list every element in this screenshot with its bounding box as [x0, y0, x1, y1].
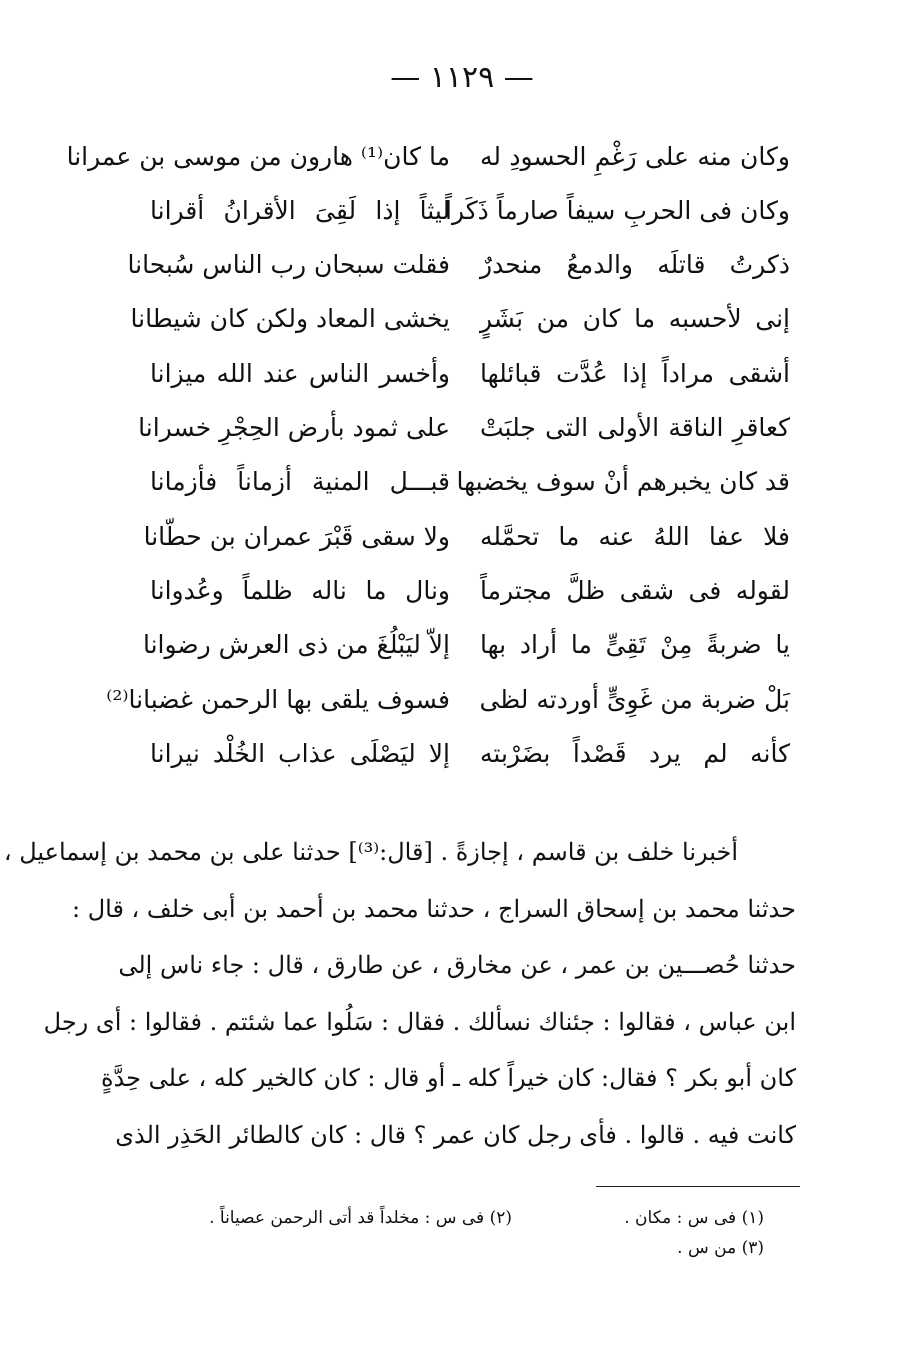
verse-second-hemistich: ليثاً إذا لَقِىَ الأقرانُ أقرانا [150, 195, 450, 225]
verse-line [127, 245, 790, 285]
verse-first-hemistich: ذكرتُ قاتلَه والدمعُ منحدرٌ [480, 250, 790, 280]
verse-line [66, 136, 790, 176]
verse-second-hemistich: وأخسر الناس عند الله ميزانا [150, 358, 450, 388]
verse-second-hemistich: يخشى المعاد ولكن كان شيطانا [130, 304, 450, 334]
verse-second-hemistich: ولا سقى قَبْرَ عمران بن حطّانا [143, 521, 450, 551]
verse-second-hemistich: ما كان⁽¹⁾ هارون من موسى بن عمرانا [66, 141, 450, 171]
verse-second-hemistich: إلاّ ليَبْلُغَ من ذى العرش رضوانا [142, 630, 450, 660]
verse-line [142, 625, 790, 665]
verse-first-hemistich: لقوله فى شقى ظلَّ مجترماً [480, 575, 790, 605]
prose-line: كانت فيه . قالوا . فأى رجل كان عمر ؟ قال : كان كالطائر الحَذِر الذى [115, 1120, 796, 1149]
verse-first-hemistich: إنى لأحسبه ما كان من بَشَرٍ [480, 304, 790, 334]
verse-line [106, 679, 790, 719]
verse-first-hemistich: بَلْ ضربة من غَوِىٍّ أوردته لظى [479, 684, 790, 714]
footnote-rule [596, 1186, 800, 1187]
verse-second-hemistich: على ثمود بأرض الحِجْرِ خسرانا [138, 413, 450, 442]
verse-second-hemistich: قبـــل المنية أزماناً فأزمانا [150, 467, 450, 497]
verse-line [150, 570, 790, 610]
verse-line [143, 516, 790, 556]
verse-second-hemistich: فسوف يلقى بها الرحمن غضبانا⁽²⁾ [106, 684, 450, 714]
verse-first-hemistich: أشقى مراداً إذا عُدَّت قبائلها [480, 358, 790, 388]
verse-first-hemistich: فلا عفا اللهُ عنه ما تحمَّله [480, 521, 790, 551]
verse-line [150, 353, 790, 393]
prose-line: أخبرنا خلف بن قاسم ، إجازةً . [قال:⁽³⁾] حدثنا على بن محمد بن إسماعيل ، [3, 838, 738, 866]
prose-line: حدثنا حُصـــين بن عمر ، عن مخارق ، عن طارق ، قال : جاء ناس إلى [118, 951, 796, 979]
verse-second-hemistich: إلا ليَصْلَى عذاب الخُلْد نيرانا [150, 738, 450, 768]
verse-first-hemistich: كعاقرِ الناقة الأولى التى جلبَتْ [480, 413, 790, 442]
page-number: — ١١٢٩ — [390, 60, 534, 95]
verse-first-hemistich: يا ضربةً مِنْ تَقِىٍّ ما أراد بها [480, 630, 790, 660]
footnote-1: (١) فى س : مكان . [624, 1208, 764, 1228]
verse-first-hemistich: كأنه لم يرد قَصْداً بضَرْبته [480, 738, 790, 768]
verse-line [150, 462, 790, 502]
verse-first-hemistich: وكان فى الحربِ سيفاً صارماً ذَكَراً [445, 195, 790, 225]
footnote-2: (٢) فى س : مخلداً قد أتى الرحمن عصياناً . [209, 1208, 512, 1228]
verse-line [150, 733, 790, 773]
verse-line [150, 190, 790, 230]
verse-first-hemistich: قد كان يخبرهم أنْ سوف يخضبها [456, 467, 790, 497]
prose-line: ابن عباس ، فقالوا : جئناك نسألك . فقال : سَلُوا عما شئتم . فقالوا : أى رجل [43, 1007, 796, 1036]
footnote-3: (٣) من س . [677, 1238, 764, 1258]
prose-line: حدثنا محمد بن إسحاق السراج ، حدثنا محمد بن أحمد بن أبى خلف ، قال : [71, 894, 796, 923]
prose-line: كان أبو بكر ؟ فقال: كان خيراً كله ـ أو قال : كان كالخير كله ، على حِدَّةٍ [100, 1064, 796, 1092]
verse-first-hemistich: وكان منه على رَغْمِ الحسودِ له [480, 141, 790, 171]
verse-line [130, 299, 790, 339]
verse-line [138, 408, 790, 448]
verse-second-hemistich: فقلت سبحان رب الناس سُبحانا [127, 250, 450, 280]
verse-second-hemistich: ونال ما ناله ظلماً وعُدوانا [150, 575, 450, 605]
